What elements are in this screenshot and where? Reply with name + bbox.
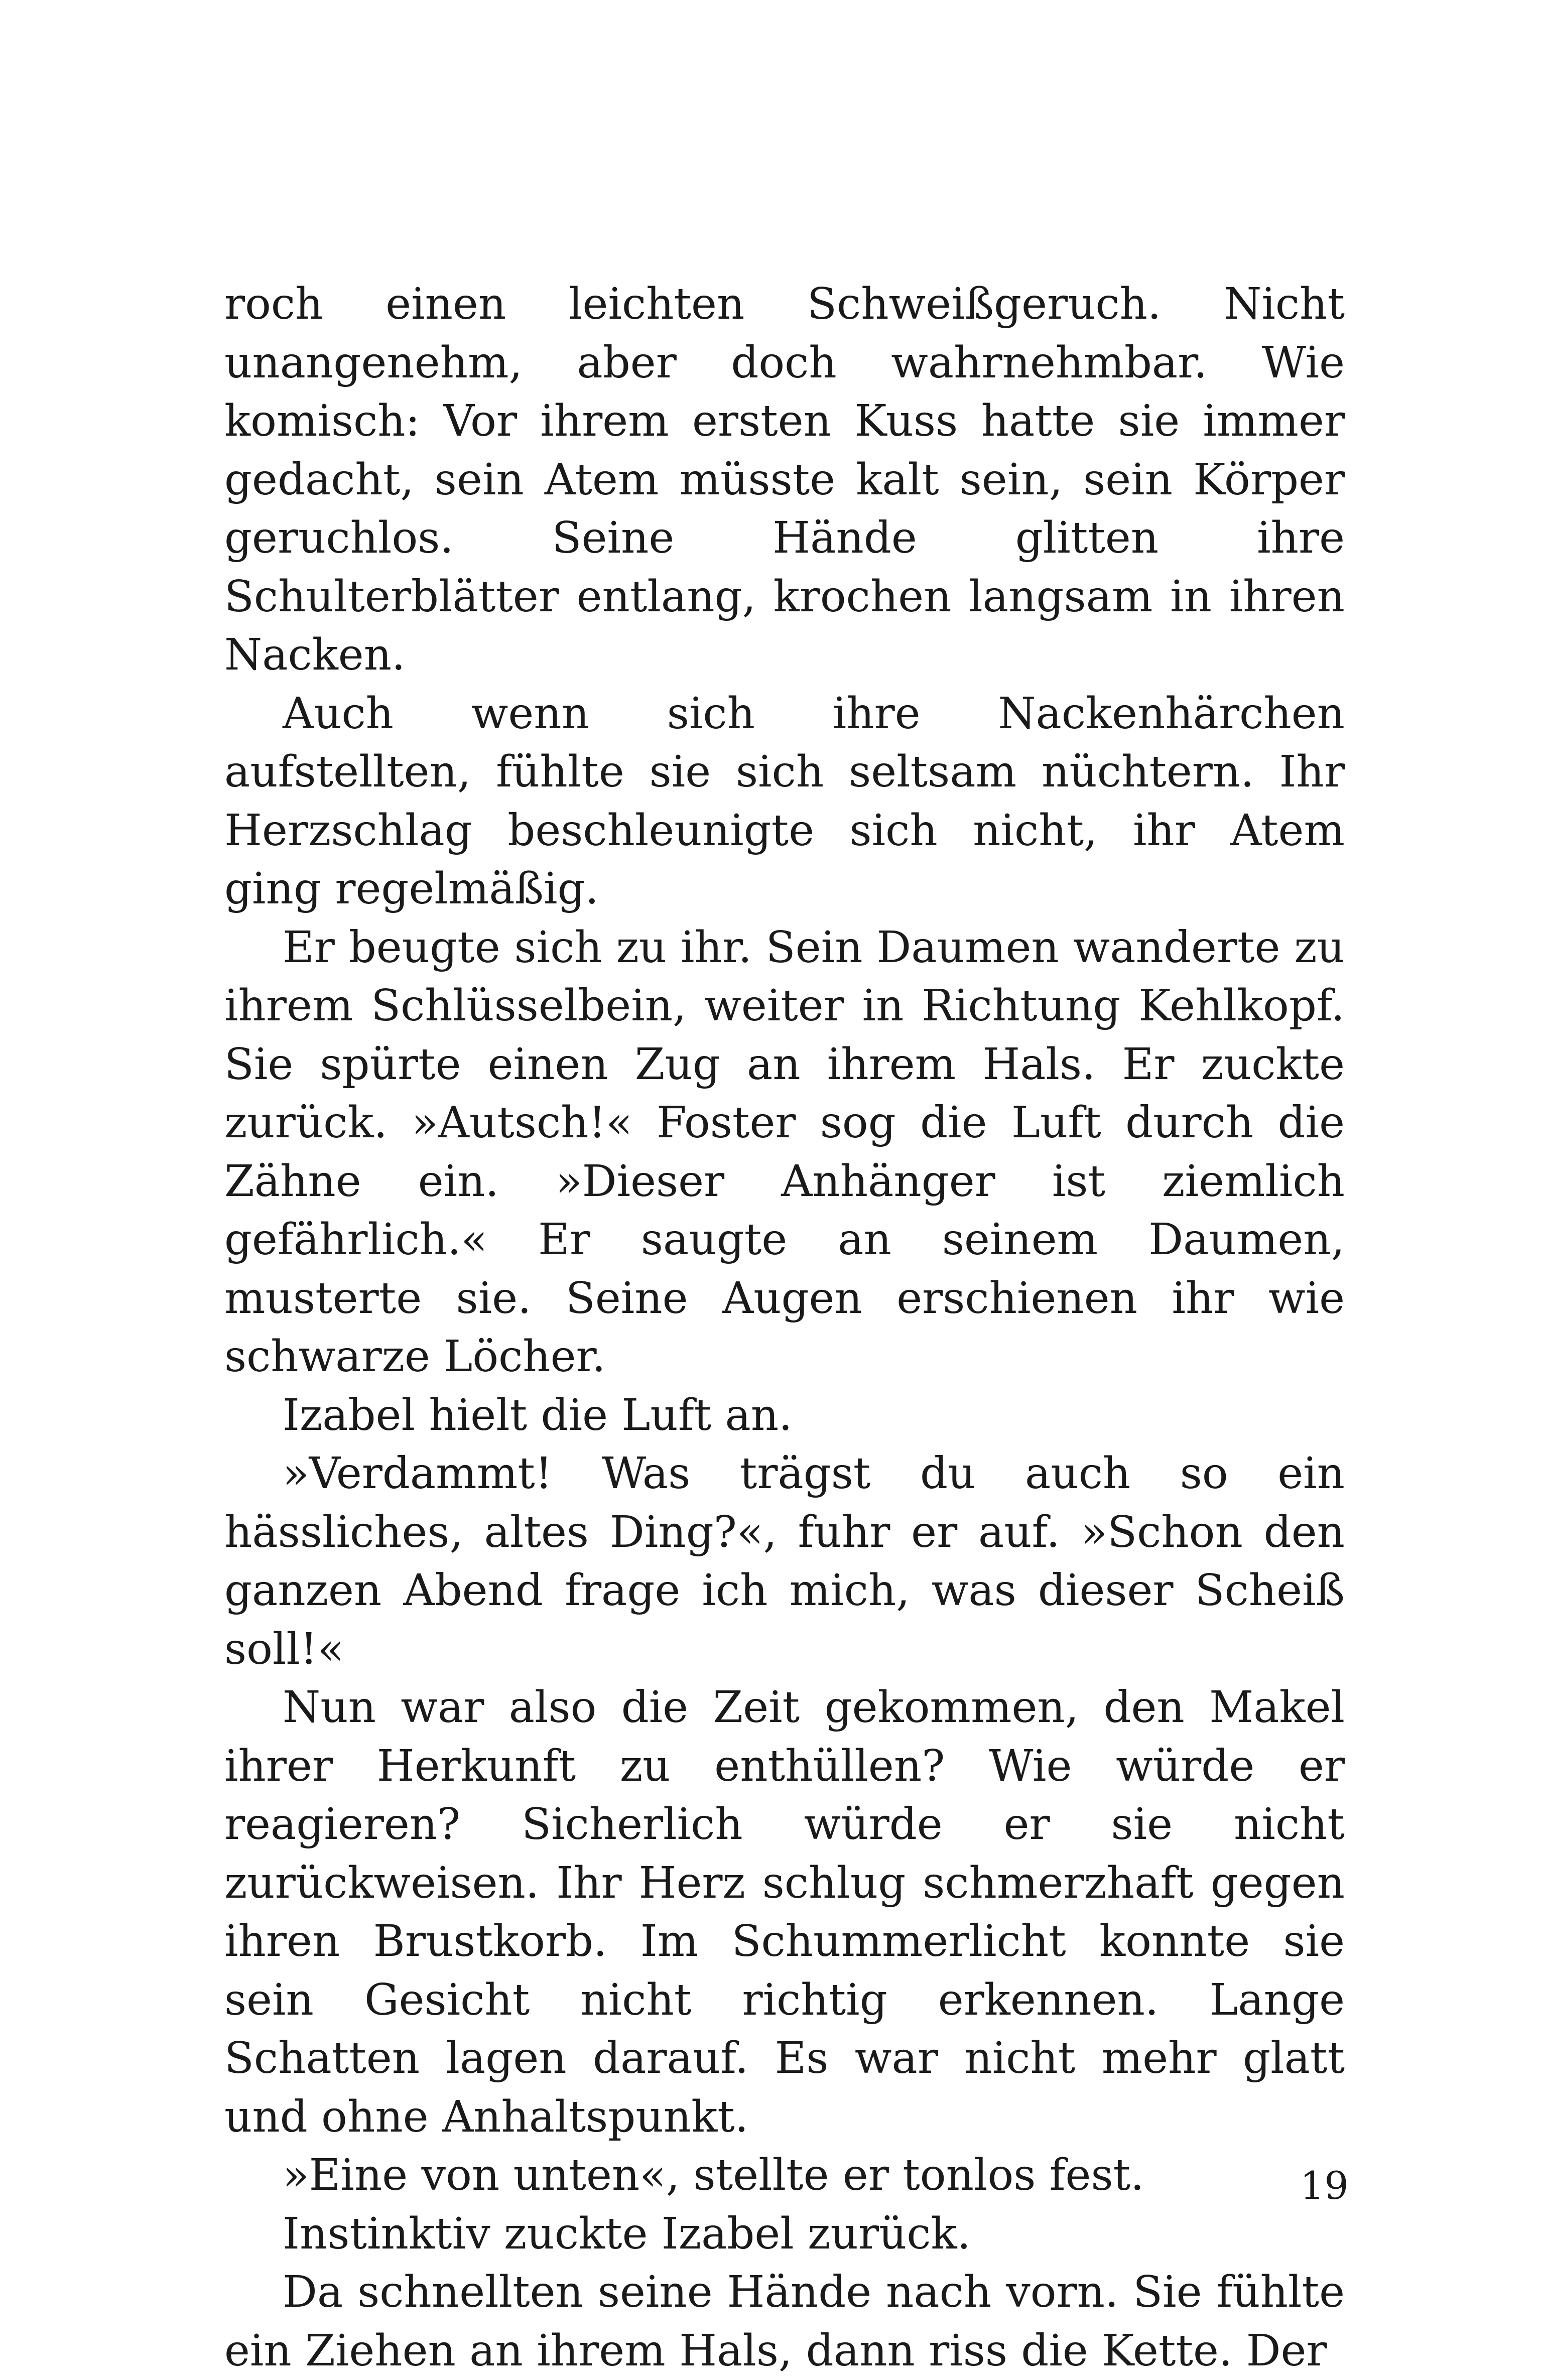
paragraph: Instinktiv zuckte Izabel zurück.	[283, 2208, 971, 2259]
paragraph: »Eine von unten«, stellte er tonlos fest.	[283, 2150, 1144, 2200]
paragraph: Da schnellten seine Hände nach vorn. Sie fühlte ein Ziehen an ihrem Hals, dann riss die Kette. Der	[224, 2267, 1345, 2376]
page-number: 19	[1300, 2163, 1349, 2208]
paragraph: Er beugte sich zu ihr. Sein Daumen wanderte zu ihrem Schlüsselbein, weiter in Richtung Kehlkopf. Sie spürte einen Zug an ihrem Hals. Er zuckte zurück. »Autsch!« Foster sog die Luft durch die Zähne ein. »Dieser Anhänger ist ziemlich gefährlich.« Er saugte an seinem Daumen, musterte sie. Seine Augen erschienen ihr wie schwarze Löcher.	[224, 922, 1345, 1382]
paragraph: Auch wenn sich ihre Nackenhärchen aufstellten, fühlte sie sich seltsam nüchtern. Ihr Herzschlag beschleunigte sich nicht, ihr Atem ging regelmäßig.	[224, 688, 1345, 914]
body-text	[224, 275, 1349, 2380]
paragraph: roch einen leichten Schweißgeruch. Nicht unangenehm, aber doch wahrnehmbar. Wie komisch: Vor ihrem ersten Kuss hatte sie immer gedacht, sein Atem müsste kalt sein, sein Körper geruchlos. Seine Hände glitten ihre Schulterblätter entlang, krochen langsam in ihren Nacken.	[224, 279, 1345, 680]
paragraph: »Verdammt! Was trägst du auch so ein hässliches, altes Ding?«, fuhr er auf. »Schon den ganzen Abend frage ich mich, was dieser Scheiß soll!«	[224, 1448, 1345, 1674]
paragraph: Izabel hielt die Luft an.	[283, 1390, 793, 1440]
paragraph: Nun war also die Zeit gekommen, den Makel ihrer Herkunft zu enthüllen? Wie würde er reagieren? Sicherlich würde er sie nicht zurückweisen. Ihr Herz schlug schmerzhaft gegen ihren Brustkorb. Im Schummerlicht konnte sie sein Gesicht nicht richtig erkennen. Lange Schatten lagen darauf. Es war nicht mehr glatt und ohne Anhaltspunkt.	[224, 1682, 1345, 2142]
